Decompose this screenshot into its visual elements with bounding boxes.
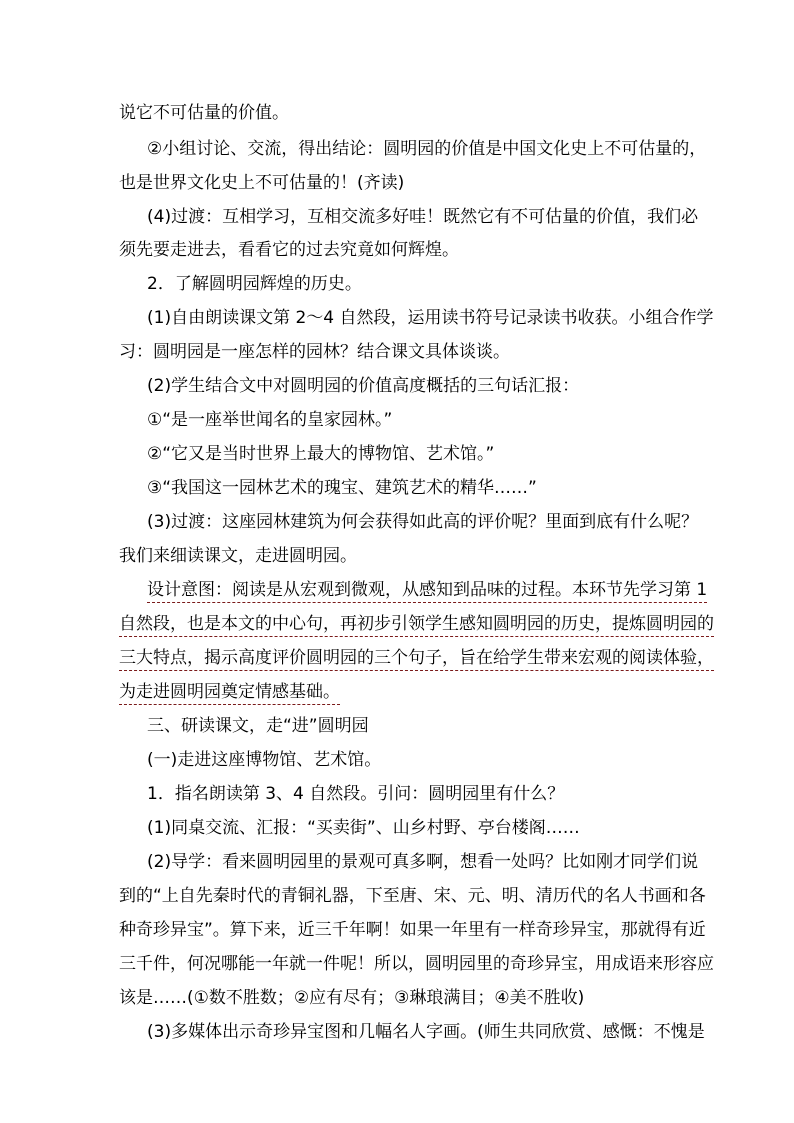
text-line: (1)同桌交流、汇报：“买卖街”、山乡村野、亭台楼阁…… [147, 818, 580, 838]
text-line: 1．指名朗读第 3、4 自然段。引问：圆明园里有什么？ [147, 784, 565, 804]
text-line: (3)过渡：这座园林建筑为何会获得如此高的评价呢？里面到底有什么呢？ [147, 512, 699, 532]
text-line: ②小组讨论、交流，得出结论：圆明园的价值是中国文化史上不可估量的， [147, 139, 707, 159]
quote-line: ②“它又是当时世界上最大的博物馆、艺术馆。” [147, 444, 495, 464]
text-line: (2)学生结合文中对圆明园的价值高度概括的三句话汇报： [147, 376, 580, 396]
text-line: (1)自由朗读课文第 2～4 自然段，运用读书符号记录读书收获。小组合作学 [147, 308, 714, 328]
design-intent-line: 自然段，也是本文的中心句，再初步引领学生感知圆明园的历史，提炼圆明园的 [119, 612, 714, 637]
text-line: 须先要走进去，看看它的过去究竟如何辉煌。 [119, 240, 459, 260]
text-line: (2)导学：看来圆明园里的景观可真多啊，想看一处吗？比如刚才同学们说 [147, 852, 699, 872]
text-line: 也是世界文化史上不可估量的！(齐读) [119, 173, 405, 193]
text-line: (4)过渡：互相学习，互相交流多好哇！既然它有不可估量的价值，我们必 [147, 207, 699, 227]
text-line: 该是……(①数不胜数；②应有尽有；③琳琅满目；④美不胜收) [119, 988, 585, 1008]
quote-line: ①“是一座举世闻名的皇家园林。” [147, 410, 393, 430]
text-line: 三千件，何况哪能一年就一件呢！所以，圆明园里的奇珍异宝，用成语来形容应 [119, 954, 714, 974]
text-line: 到的“上自先秦时代的青铜礼器，下至唐、宋、元、明、清历代的名人书画和各 [119, 886, 706, 906]
text-line: 我们来细读课文，走进圆明园。 [119, 546, 357, 566]
text-line: 种奇珍异宝”。算下来，近三千年啊！如果一年里有一样奇珍异宝，那就得有近 [119, 920, 706, 940]
text-line: 习：圆明园是一座怎样的园林？结合课文具体谈谈。 [119, 342, 510, 362]
text-line: (3)多媒体出示奇珍异宝图和几幅名人字画。(师生共同欣赏、感慨：不愧是 [147, 1022, 705, 1042]
subsection-heading: (一)走进这座博物馆、艺术馆。 [147, 750, 382, 770]
text-line: 说它不可估量的价值。 [119, 103, 289, 123]
section-heading: 2．了解圆明园辉煌的历史。 [147, 274, 362, 294]
section-heading: 三、研读课文，走“进”圆明园 [147, 716, 369, 736]
design-intent-line: 为走进圆明园奠定情感基础。 [119, 680, 340, 705]
design-intent-line: 设计意图：阅读是从宏观到微观，从感知到品味的过程。本环节先学习第 1 [147, 578, 707, 603]
quote-line: ③“我国这一园林艺术的瑰宝、建筑艺术的精华……” [147, 478, 537, 498]
design-intent-line: 三大特点，揭示高度评价圆明园的三个句子，旨在给学生带来宏观的阅读体验， [119, 646, 714, 671]
